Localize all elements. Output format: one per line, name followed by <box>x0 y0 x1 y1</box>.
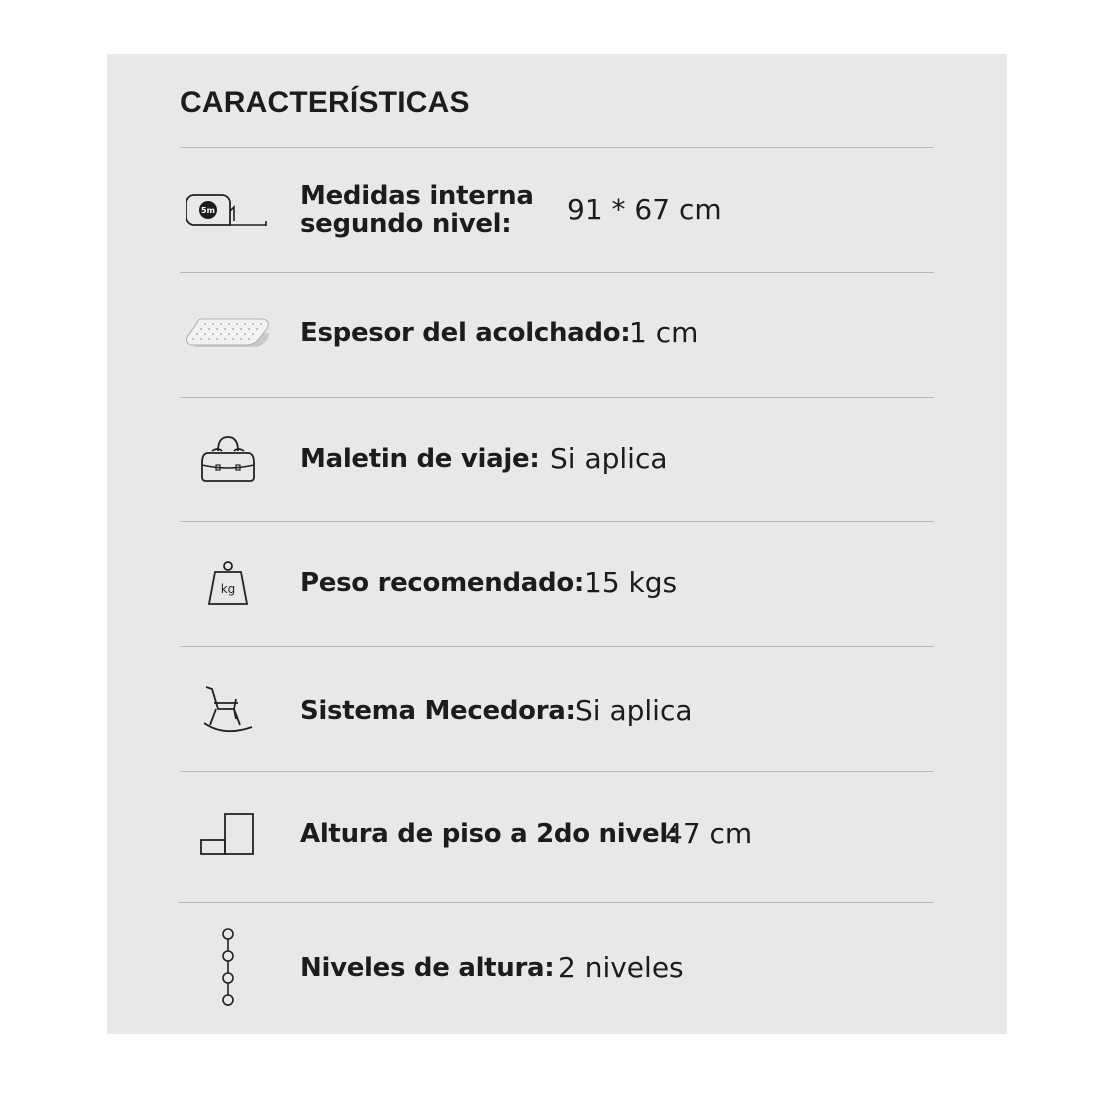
measuring-tape-icon <box>180 148 276 272</box>
feature-label: Altura de piso a 2do nivel: <box>300 819 679 849</box>
feature-value: Si aplica <box>575 694 693 727</box>
weight-kg-icon <box>180 521 276 645</box>
feature-label: Medidas interna segundo nivel: <box>300 181 534 239</box>
feature-row <box>180 271 934 395</box>
feature-row <box>180 397 934 521</box>
feature-value: 47 cm <box>665 817 753 850</box>
height-step-icon <box>180 772 276 896</box>
svg-text:kg: kg <box>220 582 236 596</box>
feature-row <box>180 772 934 896</box>
features-card <box>107 54 1007 1034</box>
feature-row <box>180 521 934 645</box>
section-title: CARACTERÍSTICAS <box>180 86 470 119</box>
feature-label: Niveles de altura: <box>300 953 555 983</box>
feature-row <box>180 906 934 1030</box>
padding-mattress-icon <box>180 271 276 395</box>
divider <box>180 646 934 647</box>
feature-label: Espesor del acolchado: <box>300 318 631 348</box>
feature-value: Si aplica <box>550 442 668 475</box>
travel-bag-icon <box>180 397 276 521</box>
svg-text:5m: 5m <box>201 206 215 215</box>
rocking-chair-icon <box>180 649 276 773</box>
feature-value: 15 kgs <box>584 566 678 599</box>
feature-value: 1 cm <box>629 316 699 349</box>
feature-label: Maletin de viaje: <box>300 444 540 474</box>
feature-label: Peso recomendado: <box>300 568 584 598</box>
feature-value: 91 * 67 cm <box>567 193 722 226</box>
feature-row <box>180 649 934 773</box>
feature-row <box>180 148 934 272</box>
height-levels-icon <box>180 906 276 1030</box>
feature-value: 2 niveles <box>558 951 684 984</box>
feature-label: Sistema Mecedora: <box>300 696 576 726</box>
divider <box>179 902 933 903</box>
